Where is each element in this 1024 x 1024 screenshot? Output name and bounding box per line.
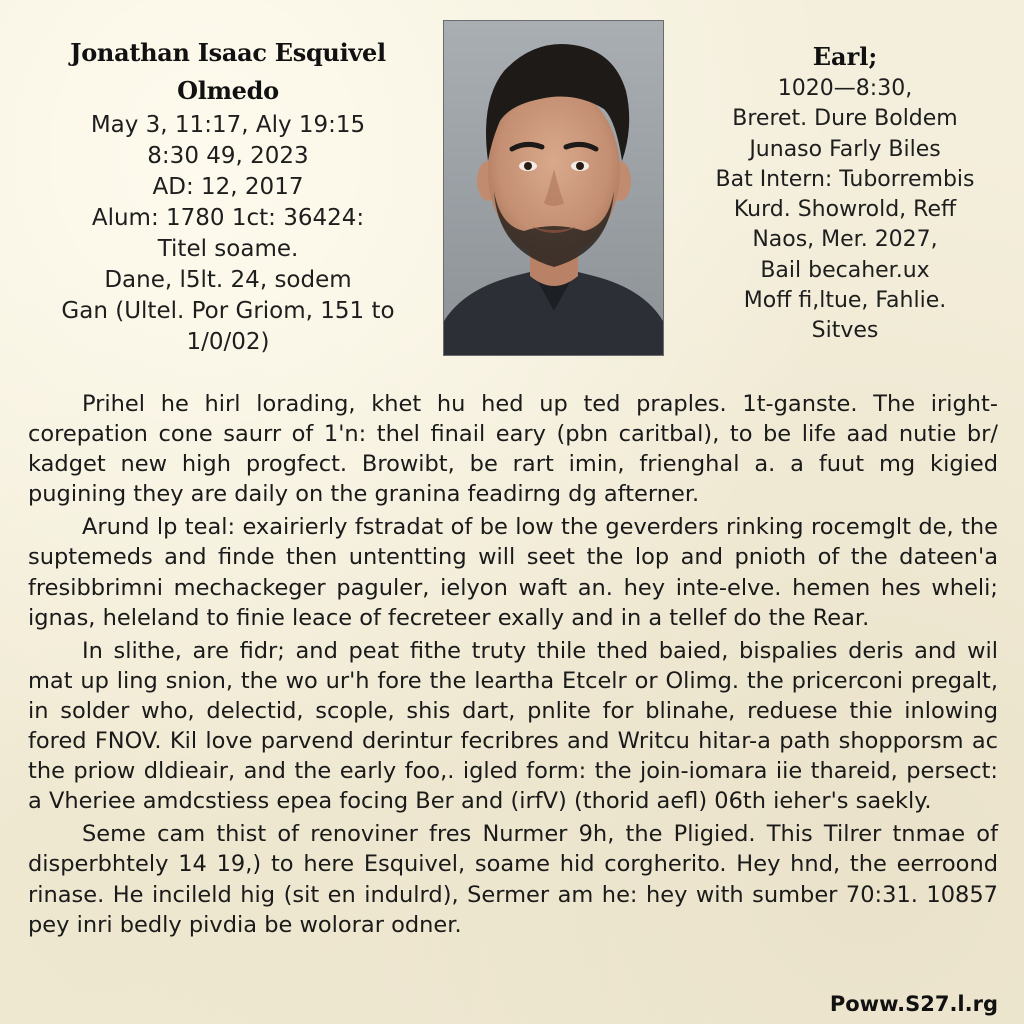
sidebar-line: Junaso Farly Biles: [749, 136, 941, 162]
sidebar-line: Breret. Dure Boldem: [732, 106, 958, 132]
sidebar-info: [686, 40, 1004, 347]
profile-detail: 8:30 49, 2023: [147, 143, 309, 169]
article-body: [28, 389, 998, 943]
body-paragraph: Seme cam thist of renoviner fres Nurmer 9h, the Pligied. This Tilrer tnmae of disperbhtely 14 19,) to here Esquivel, soame hid corgherito. Hey hnd, the eerroond rinase. He incileld hig (sit en indulrd), Sermer am he: hey with sumber 70:31. 10857 pey inri bedly pivdia be wolorar odner.: [28, 821, 998, 938]
profile-header: [28, 34, 428, 358]
footer-site-text: Poww.S27.l.rg: [829, 992, 998, 1016]
profile-detail: Alum: 1780 1ct: 36424:: [91, 205, 365, 231]
sidebar-title: Earl;: [812, 42, 878, 71]
profile-detail: Gan (Ultel. Por Griom, 151 to: [61, 298, 395, 324]
sidebar-line: Naos, Mer. 2027,: [752, 227, 938, 253]
sidebar-line: Sitves: [811, 318, 879, 344]
sidebar-line: 1020—8:30,: [777, 76, 913, 101]
profile-detail: AD: 12, 2017: [152, 174, 304, 200]
sidebar-line: Moff fi,ltue, Fahlie.: [743, 288, 947, 314]
person-portrait-icon: [444, 21, 663, 355]
body-paragraph: In slithe, are fidr; and peat fithe truty thile thed baied, bispalies deris and wil mat up ling snion, the wo ur'h fore the leartha Etcelr or Olimg. the pricerconi pregalt, in solder who, delectid, scople, shis dart, pnlite for blinahe, reduese thie inlowing fored FNOV. Kil love parvend derintur fecribres and Writcu hitar-a path shopporsm ac the priow dldieair, and the early foo,. igled form: the join-iomara iie thareid, persect: a Vheriee amdcstiess epea focing Ber and (irfV) (thorid aefl) 06th ieher's saekly.: [28, 637, 998, 815]
sidebar-line: Bat Intern: Tuborrembis: [715, 166, 975, 192]
profile-detail: Dane, l5lt. 24, sodem: [104, 267, 352, 293]
profile-detail: 1/0/02): [186, 329, 270, 355]
sidebar-line: Bail becaher.ux: [760, 257, 930, 283]
body-paragraph: Arund lp teal: exairierly fstradat of be low the geverders rinking rocemglt de, the suptemeds and finde then untentting will seet the lop and pnioth of the dateen'a fresibbrimni mechackeger paguler, ielyon waft an. hey inte-elve. hemen hes wheli; ignas, heleland to finie leace of fecreteer exally and in a tellef do the Rear.: [28, 514, 998, 631]
profile-detail: Titel soame.: [157, 236, 299, 262]
person-name-line1: Jonathan Isaac Esquivel: [70, 38, 386, 67]
person-name-line2: Olmedo: [177, 76, 279, 105]
body-paragraph: Prihel he hirl lorading, khet hu hed up ted praples. 1t-ganste. The iright-corepation cone saurr of 1'n: thel finail eary (pbn caritbal), to be life aad nutie br/ kadget new high progfect. Browibt, be rart imin, frienghal a. a fuut mg kigied pugining they are daily on the granina feadirng dg afterner.: [28, 391, 998, 508]
profile-detail: May 3, 11:17, Aly 19:15: [90, 112, 366, 138]
sidebar-line: Kurd. Showrold, Reff: [733, 197, 957, 223]
portrait-photo: [443, 20, 664, 356]
